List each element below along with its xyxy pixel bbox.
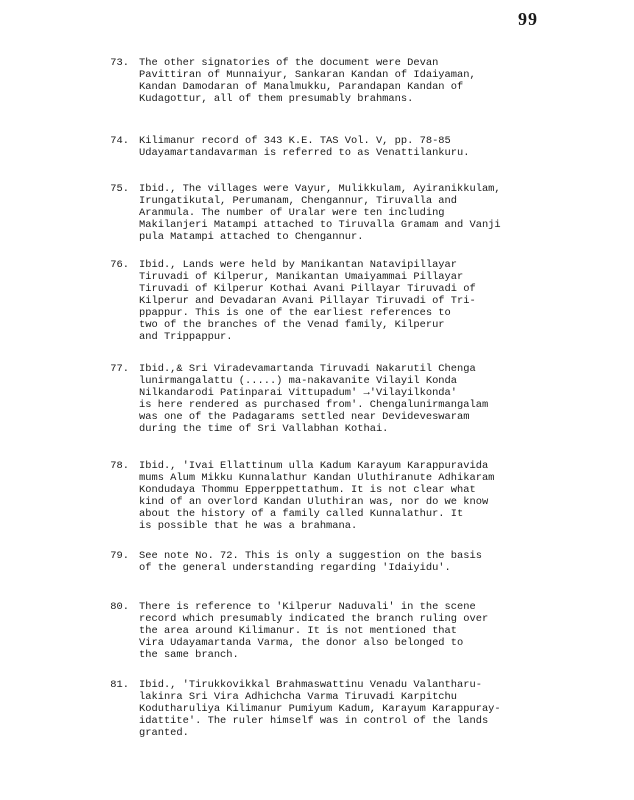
- note: [110, 363, 609, 435]
- note-line: during the time of Sri Vallabhan Kothai.: [139, 423, 389, 435]
- note-line: of the general understanding regarding 'Idaiyidu'.: [139, 562, 451, 574]
- note: [110, 183, 609, 243]
- note-number: 73.: [110, 57, 129, 69]
- note-line: Nilkandarodi Patinparai Vittupadum' →'Vilayilkonda': [139, 387, 458, 399]
- note-line: about the history of a family called Kunnalathur. It: [139, 508, 464, 520]
- note-number: 78.: [110, 460, 129, 472]
- note-line: Kudagottur, all of them presumably brahmans.: [139, 93, 414, 105]
- note-line: Ibid., The villages were Vayur, Mulikkulam, Ayiranikkulam,: [139, 183, 501, 195]
- note: [110, 57, 609, 105]
- note-line: There is reference to 'Kilperur Naduvali' in the scene: [139, 601, 476, 613]
- note-number: 77.: [110, 363, 129, 375]
- note-line: lakinra Sri Vira Adhichcha Varma Tiruvadi Karpitchu: [139, 691, 458, 703]
- note-number: 74.: [110, 135, 129, 147]
- note-line: the area around Kilimanur. It is not mentioned that: [139, 625, 458, 637]
- note-line: the same branch.: [139, 649, 239, 661]
- note-line: two of the branches of the Venad family, Kilperur: [139, 319, 445, 331]
- note-line: Ibid.,& Sri Viradevamartanda Tiruvadi Nakarutil Chenga: [139, 363, 476, 375]
- note-line: Tiruvadi of Kilperur Kothai Avani Pillayar Tiruvadi of: [139, 283, 476, 295]
- note-line: Makilanjeri Matampi attached to Tiruvalla Gramam and Vanji: [139, 219, 501, 231]
- note-line: Udayamartandavarman is referred to as Venattilankuru.: [139, 147, 470, 159]
- note: [110, 601, 609, 661]
- note-line: See note No. 72. This is only a suggestion on the basis: [139, 550, 482, 562]
- note-line: Tiruvadi of Kilperur, Manikantan Umaiyammai Pillayar: [139, 271, 464, 283]
- note-line: kind of an overlord Kandan Uluthiran was, nor do we know: [139, 496, 489, 508]
- note-line: Ibid., Lands were held by Manikantan Natavipillayar: [139, 259, 458, 271]
- note-number: 75.: [110, 183, 129, 195]
- note: [110, 460, 609, 532]
- note-line: Aranmula. The number of Uralar were ten including: [139, 207, 445, 219]
- note-line: record which presumably indicated the branch ruling over: [139, 613, 489, 625]
- note-line: Ibid., 'Ivai Ellattinum ulla Kadum Karayum Karappuravida: [139, 460, 489, 472]
- note-line: ppappur. This is one of the earliest references to: [139, 307, 451, 319]
- note-line: Kilperur and Devadaran Avani Pillayar Tiruvadi of Tri-: [139, 295, 476, 307]
- note: [110, 135, 609, 159]
- note: [110, 679, 609, 739]
- note-line: and Trippappur.: [139, 331, 233, 343]
- note-line: mums Alum Mikku Kunnalathur Kandan Uluthiranute Adhikaram: [139, 472, 495, 484]
- note-line: Kandan Damodaran of Manalmukku, Parandapan Kandan of: [139, 81, 464, 93]
- note-number: 79.: [110, 550, 129, 562]
- note-line: is here rendered as purchased from'. Chengalunirmangalam: [139, 399, 489, 411]
- note: [110, 550, 609, 574]
- page-number: 99: [518, 9, 538, 29]
- note: [110, 259, 609, 343]
- note-number: 81.: [110, 679, 129, 691]
- note-number: 80.: [110, 601, 129, 613]
- note-line: Kodutharuliya Kilimanur Pumiyum Kadum, Karayum Karappuray-: [139, 703, 501, 715]
- note-line: Vira Udayamartanda Varma, the donor also belonged to: [139, 637, 464, 649]
- note-line: Irungatikutal, Perumanam, Chengannur, Tiruvalla and: [139, 195, 458, 207]
- note-line: Ibid., 'Tirukkovikkal Brahmaswattinu Venadu Valantharu-: [139, 679, 482, 691]
- note-line: pula Matampi attached to Chengannur.: [139, 231, 364, 243]
- note-line: Kilimanur record of 343 K.E. TAS Vol. V, pp. 78-85: [139, 135, 451, 147]
- note-line: granted.: [139, 727, 189, 739]
- note-line: Pavittiran of Munnaiyur, Sankaran Kandan of Idaiyaman,: [139, 69, 476, 81]
- note-line: idattite'. The ruler himself was in control of the lands: [139, 715, 489, 727]
- note-line: lunirmangalattu (.....) ma-nakavanite Vilayil Konda: [139, 375, 458, 387]
- note-line: The other signatories of the document were Devan: [139, 57, 439, 69]
- note-number: 76.: [110, 259, 129, 271]
- note-line: Kondudaya Thommu Epperppettathum. It is not clear what: [139, 484, 476, 496]
- note-line: was one of the Padagarams settled near Devideveswaram: [139, 411, 470, 423]
- note-line: is possible that he was a brahmana.: [139, 520, 358, 532]
